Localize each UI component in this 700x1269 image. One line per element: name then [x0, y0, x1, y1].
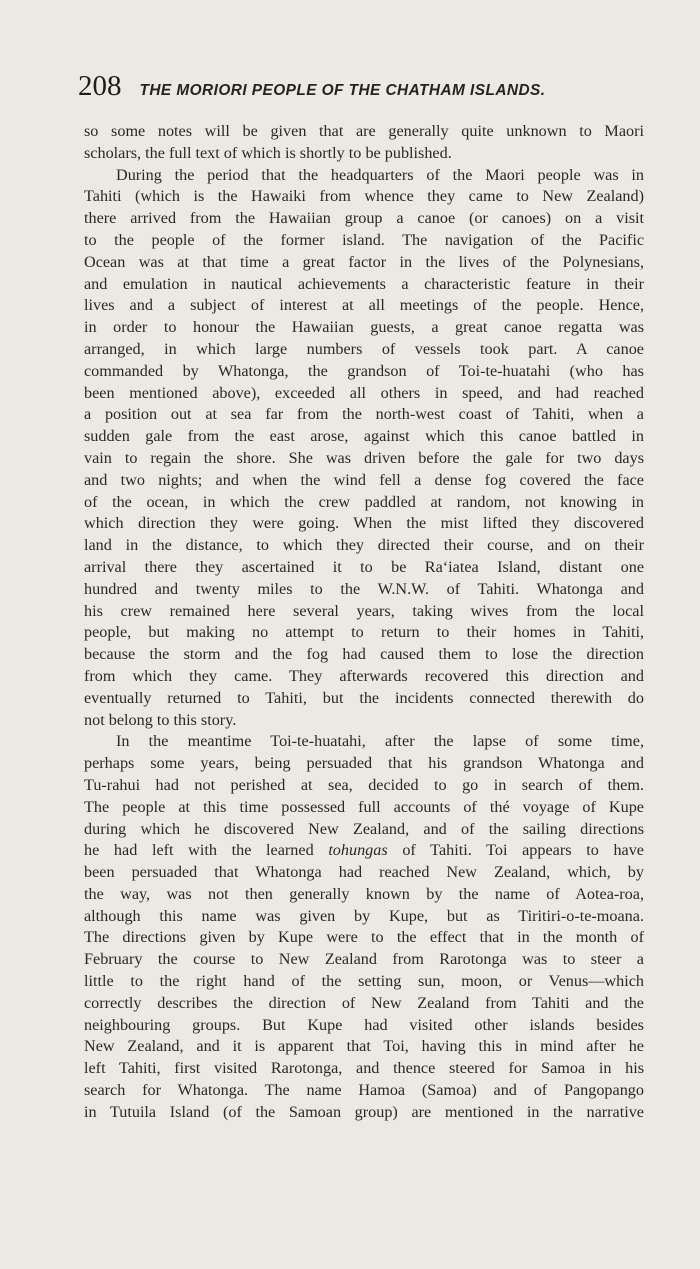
body-text: [84, 121, 644, 1124]
text-line: in Tutuila Island (of the Samoan group) are mentioned in the narrative: [84, 1102, 644, 1121]
text-line: of the ocean, in which the crew paddled at random, not knowing in: [84, 492, 644, 511]
text-line: in order to honour the Hawaiian guests, a great canoe regatta was: [84, 318, 644, 337]
text-line: although this name was given by Kupe, but as Tiritiri-o-te-moana.: [84, 906, 644, 925]
text-line: not belong to this story.: [84, 710, 237, 729]
text-line: eventually returned to Tahiti, but the incidents connected therewith do: [84, 688, 644, 707]
text-line: land in the distance, to which they directed their course, and on their: [84, 536, 644, 555]
text-line: little to the right hand of the setting sun, moon, or Venus—which: [84, 972, 644, 991]
text-line: so some notes will be given that are generally quite unknown to Maori: [84, 122, 644, 140]
text-line: arrival there they ascertained it to be Ra‘iatea Island, distant one: [84, 557, 644, 576]
text-line: there arrived from the Hawaiian group a canoe (or canoes) on a visit: [84, 209, 644, 228]
text-line: a position out at sea far from the north-west coast of Tahiti, when a: [84, 405, 644, 424]
text-line: people, but making no attempt to return to their homes in Tahiti,: [84, 623, 644, 642]
text-line: to the people of the former island. The navigation of the Pacific: [84, 230, 644, 249]
text-line: left Tahiti, first visited Rarotonga, and thence steered for Samoa in his: [84, 1059, 644, 1078]
text-line: commanded by Whatonga, the grandson of Toi-te-huatahi (who has: [84, 361, 644, 380]
text-line: sudden gale from the east arose, against which this canoe battled in: [84, 427, 644, 446]
text-line: Tu-rahui had not perished at sea, decided to go in search of them.: [84, 775, 644, 794]
text-line: been persuaded that Whatonga had reached New Zealand, which, by: [84, 863, 644, 882]
text-line: from which they came. They afterwards recovered this direction and: [84, 666, 644, 685]
text-line: correctly describes the direction of New Zealand from Tahiti and the: [84, 993, 644, 1012]
text-line: the way, was not then generally known by the name of Aotea-roa,: [84, 884, 644, 903]
text-line: and emulation in nautical achievements a characteristic feature in their: [84, 274, 644, 293]
text-line: arranged, in which large numbers of vessels took part. A canoe: [84, 339, 644, 358]
text-line: during which he discovered New Zealand, and of the sailing directions: [84, 819, 644, 838]
text-line: he had left with the learned tohungas of Tahiti. Toi appears to have: [84, 841, 644, 860]
text-line: Tahiti (which is the Hawaiki from whence they came to New Zealand): [84, 187, 644, 206]
text-line: New Zealand, and it is apparent that Toi, having this in mind after he: [84, 1037, 644, 1056]
running-title: THE MORIORI PEOPLE OF THE CHATHAM ISLANDS.: [139, 82, 546, 99]
text-line: perhaps some years, being persuaded that his grandson Whatonga and: [84, 754, 644, 773]
text-line: because the storm and the fog had caused them to lose the direction: [84, 645, 644, 664]
text-line: which direction they were going. When the mist lifted they discovered: [84, 514, 644, 533]
text-line: neighbouring groups. But Kupe had visited other islands besides: [84, 1015, 644, 1034]
text-line: and two nights; and when the wind fell a dense fog covered the face: [84, 470, 644, 489]
text-line: been mentioned above), exceeded all others in speed, and had reached: [84, 383, 644, 402]
text-line: scholars, the full text of which is shortly to be published.: [84, 143, 452, 162]
text-line: The people at this time possessed full accounts of thé voyage of Kupe: [84, 797, 644, 816]
text-line: February the course to New Zealand from Rarotonga was to steer a: [84, 950, 644, 969]
text-line: vain to regain the shore. She was driven before the gale for two days: [84, 448, 644, 467]
text-line: lives and a subject of interest at all meetings of the people. Hence,: [84, 296, 644, 315]
text-line: In the meantime Toi-te-huatahi, after the lapse of some time,: [116, 732, 644, 751]
text-line: search for Whatonga. The name Hamoa (Samoa) and of Pangopango: [84, 1081, 644, 1100]
text-line: The directions given by Kupe were to the effect that in the month of: [84, 928, 644, 947]
text-line: hundred and twenty miles to the W.N.W. of Tahiti. Whatonga and: [84, 579, 644, 598]
page-header: [78, 70, 598, 106]
page-number: 208: [78, 70, 122, 102]
text-line: During the period that the headquarters of the Maori people was in: [116, 165, 644, 184]
text-line: Ocean was at that time a great factor in the lives of the Polynesians,: [84, 252, 644, 271]
text-line: his crew remained here several years, taking wives from the local: [84, 601, 644, 620]
